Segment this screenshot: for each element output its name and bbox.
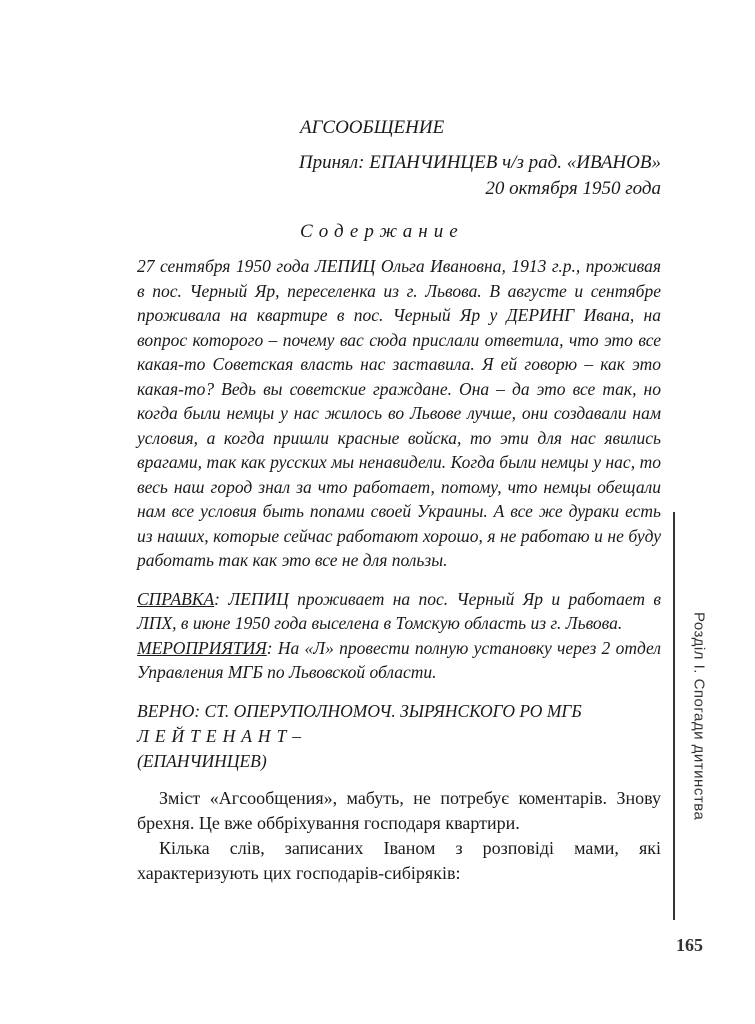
- reference-text: : ЛЕПИЦ проживает на пос. Черный Яр и работает в ЛПХ, в июне 1950 года выселена в Томскую область из г. Львова.: [137, 588, 661, 633]
- measures-label: МЕРОПРИЯТИЯ: [137, 637, 267, 658]
- commentary-paragraph: Кілька слів, записаних Іваном з розповіді мами, які характеризують цих господарів-сибіряків:: [137, 837, 661, 883]
- verification-line-2: ЛЕЙТЕНАНТ–: [137, 725, 308, 746]
- verification-block: [137, 699, 661, 774]
- chapter-side-label: [688, 512, 710, 920]
- measures-paragraph: [137, 636, 661, 685]
- main-paragraph: 27 сентября 1950 года ЛЕПИЦ Ольга Ивановна, 1913 г.р., проживая в пос. Черный Яр, переселенка из г. Львова. В августе и сентябре проживала на квартире в пос. Черный Яр у ДЕРИНГ Ивана, на вопрос которого – почему вас сюда прислали ответила, что это все какая-то Советская власть нас заставила. Я ей говорю – как это какая-то? Ведь вы советские граждане. Она – да это все так, но когда были немцы у нас жилось во Львове лучше, они создавали нам условия, а когда пришли красные войска, то эти для нас явились врагами, так как русских мы ненавидели. Когда были немцы у нас, то весь наш город знал за что работает, потому, что немцы обещали нам все условия быть попами своей Украины. А все же дураки есть из наших, которые сейчас работают хорошо, я не работаю и не буду работать так как это все не для пользы.: [137, 256, 661, 570]
- date-line: 20 октября 1950 года: [485, 178, 661, 199]
- reference-label: СПРАВКА: [137, 588, 215, 609]
- reference-paragraph: [137, 587, 661, 636]
- verification-line-1: ВЕРНО: СТ. ОПЕРУПОЛНОМОЧ. ЗЫРЯНСКОГО РО МГБ: [137, 700, 582, 721]
- measures-text: : На «Л» провести полную установку через 2 отдел Управления МГБ по Львовской области.: [137, 637, 661, 682]
- page-number: 165: [676, 935, 703, 955]
- chapter-label-text: Розділ I. Спогади дитинства: [690, 611, 708, 821]
- commentary-paragraph: Зміст «Агсообщения», мабуть, не потребує коментарів. Знову брехня. Це вже оббріхування господаря квартири.: [137, 787, 661, 833]
- received-line: Принял: ЕПАНЧИНЦЕВ ч/з рад. «ИВАНОВ»: [298, 152, 661, 173]
- received-block: [137, 150, 661, 202]
- reference-block: [137, 587, 661, 685]
- verification-line-3: (ЕПАНЧИНЦЕВ): [137, 750, 267, 771]
- commentary-block: [137, 786, 661, 886]
- contents-heading: Содержание: [300, 221, 464, 242]
- text-column: [137, 116, 661, 886]
- document-title: АГСООБЩЕНИЕ: [300, 117, 445, 138]
- chapter-divider-line: [673, 512, 675, 920]
